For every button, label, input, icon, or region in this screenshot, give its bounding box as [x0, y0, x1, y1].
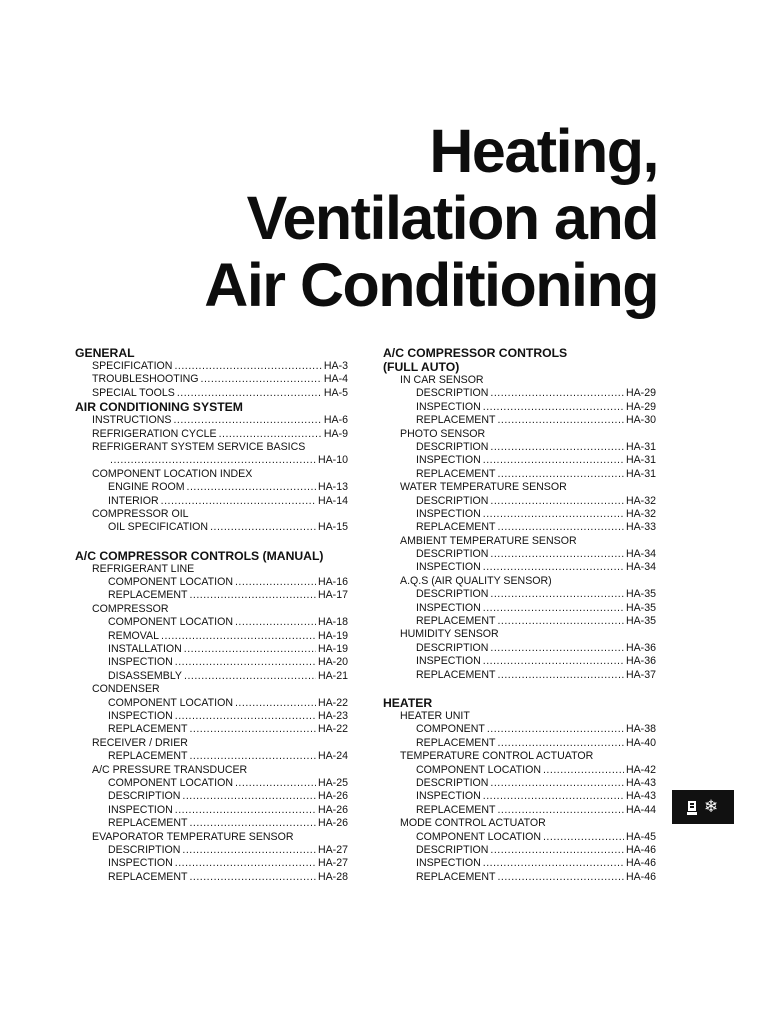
- toc-entry[interactable]: REPLACEMENT ..... HA-17: [75, 589, 348, 602]
- section-heading-heater: HEATER: [383, 695, 433, 710]
- toc-group-label: COMPRESSOR: [92, 602, 169, 615]
- toc-group-label: TEMPERATURE CONTROL ACTUATOR: [400, 750, 594, 763]
- toc-entry[interactable]: ENGINE ROOM ..... HA-13: [75, 481, 348, 494]
- section-heading-full-auto-2: (FULL AUTO): [383, 360, 460, 374]
- toc-entry[interactable]: REPLACEMENT ..... HA-37: [383, 669, 656, 682]
- toc-group-label: PHOTO SENSOR: [400, 427, 486, 440]
- toc-entry[interactable]: OIL SPECIFICATION ..... HA-15: [75, 521, 348, 534]
- toc-entry[interactable]: INSPECTION ..... HA-43: [383, 790, 656, 803]
- toc-entry[interactable]: INSPECTION ..... HA-31: [383, 454, 656, 467]
- toc-entry[interactable]: REPLACEMENT ..... HA-26: [75, 817, 348, 830]
- toc-entry[interactable]: COMPONENT LOCATION ..... HA-42: [383, 764, 656, 777]
- toc-entry[interactable]: REFRIGERATION CYCLE ..... HA-9: [75, 428, 348, 441]
- toc-entry[interactable]: COMPONENT LOCATION ..... HA-18: [75, 616, 348, 629]
- chapter-tab[interactable]: [672, 790, 734, 824]
- toc-entry[interactable]: DISASSEMBLY ..... HA-21: [75, 670, 348, 683]
- toc-entry[interactable]: REPLACEMENT ..... HA-33: [383, 521, 656, 534]
- toc-entry[interactable]: REPLACEMENT ..... HA-30: [383, 414, 656, 427]
- thermometer-icon: [687, 801, 701, 815]
- toc-group-label: COMPONENT LOCATION INDEX: [92, 467, 253, 480]
- toc-group-label: A/C PRESSURE TRANSDUCER: [92, 763, 248, 776]
- toc-entry[interactable]: DESCRIPTION ..... HA-31: [383, 441, 656, 454]
- toc-entry[interactable]: REPLACEMENT ..... HA-24: [75, 750, 348, 763]
- toc-entry-continuation[interactable]: ..... HA-10: [75, 454, 348, 467]
- toc-group-label: EVAPORATOR TEMPERATURE SENSOR: [92, 830, 294, 843]
- toc-group-label: COMPRESSOR OIL: [92, 507, 189, 520]
- toc-entry[interactable]: DESCRIPTION ..... HA-32: [383, 495, 656, 508]
- toc-entry[interactable]: COMPONENT ..... HA-38: [383, 723, 656, 736]
- toc-group-label: HEATER UNIT: [400, 709, 470, 722]
- section-heading-manual: A/C COMPRESSOR CONTROLS (MANUAL): [75, 548, 324, 563]
- toc-entry[interactable]: DESCRIPTION ..... HA-36: [383, 642, 656, 655]
- toc-entry[interactable]: TROUBLESHOOTING ..... HA-4: [75, 373, 348, 386]
- toc-group-label: MODE CONTROL ACTUATOR: [400, 817, 546, 830]
- toc-group-label: A.Q.S (AIR QUALITY SENSOR): [400, 574, 552, 587]
- toc-group-label: HUMIDITY SENSOR: [400, 628, 499, 641]
- toc-entry[interactable]: REMOVAL ..... HA-19: [75, 630, 348, 643]
- toc-entry[interactable]: REPLACEMENT ..... HA-40: [383, 737, 656, 750]
- toc-entry[interactable]: COMPONENT LOCATION ..... HA-45: [383, 831, 656, 844]
- toc-group-label: IN CAR SENSOR: [400, 374, 484, 386]
- toc-entry[interactable]: SPECIFICATION ..... HA-3: [75, 360, 348, 373]
- title-line-2: Ventilation and: [246, 184, 658, 252]
- toc-entry[interactable]: COMPONENT LOCATION ..... HA-25: [75, 777, 348, 790]
- chapter-title: [204, 118, 658, 319]
- toc-entry[interactable]: DESCRIPTION ..... HA-29: [383, 387, 656, 400]
- section-heading-ac-system: AIR CONDITIONING SYSTEM: [75, 400, 243, 415]
- toc-entry[interactable]: REPLACEMENT ..... HA-28: [75, 871, 348, 884]
- toc-entry[interactable]: INSPECTION ..... HA-32: [383, 508, 656, 521]
- toc-entry[interactable]: INSTRUCTIONS ..... HA-6: [75, 414, 348, 427]
- toc-entry[interactable]: INSPECTION ..... HA-20: [75, 656, 348, 669]
- toc-group-label: RECEIVER / DRIER: [92, 736, 188, 749]
- toc-entry[interactable]: INSPECTION ..... HA-23: [75, 710, 348, 723]
- toc-group-label: REFRIGERANT LINE: [92, 562, 195, 575]
- toc-group-label: CONDENSER: [92, 683, 160, 696]
- toc-entry[interactable]: REPLACEMENT ..... HA-46: [383, 871, 656, 884]
- toc-right-column: [383, 346, 656, 884]
- section-heading-full-auto-1: A/C COMPRESSOR CONTROLS: [383, 346, 568, 360]
- snowflake-icon: ❄: [704, 797, 719, 817]
- toc-entry[interactable]: REPLACEMENT ..... HA-44: [383, 804, 656, 817]
- toc-entry[interactable]: INSPECTION ..... HA-27: [75, 857, 348, 870]
- toc-entry[interactable]: INSTALLATION ..... HA-19: [75, 643, 348, 656]
- section-heading-general: GENERAL: [75, 346, 135, 360]
- toc-entry[interactable]: INSPECTION ..... HA-46: [383, 857, 656, 870]
- toc-entry[interactable]: INSPECTION ..... HA-35: [383, 602, 656, 615]
- title-line-3: Air Conditioning: [204, 251, 658, 319]
- toc-group-label: WATER TEMPERATURE SENSOR: [400, 481, 567, 494]
- toc-entry[interactable]: COMPONENT LOCATION ..... HA-16: [75, 576, 348, 589]
- toc-entry-label[interactable]: REFRIGERANT SYSTEM SERVICE BASICS: [92, 440, 306, 453]
- toc-entry[interactable]: INSPECTION ..... HA-29: [383, 401, 656, 414]
- toc-entry[interactable]: DESCRIPTION ..... HA-46: [383, 844, 656, 857]
- toc-entry[interactable]: DESCRIPTION ..... HA-34: [383, 548, 656, 561]
- toc-entry[interactable]: INSPECTION ..... HA-34: [383, 561, 656, 574]
- toc-entry[interactable]: DESCRIPTION ..... HA-26: [75, 790, 348, 803]
- toc-entry[interactable]: DESCRIPTION ..... HA-27: [75, 844, 348, 857]
- toc-entry[interactable]: COMPONENT LOCATION ..... HA-22: [75, 697, 348, 710]
- toc-entry[interactable]: INSPECTION ..... HA-36: [383, 655, 656, 668]
- toc-entry[interactable]: DESCRIPTION ..... HA-43: [383, 777, 656, 790]
- toc-entry[interactable]: INTERIOR ..... HA-14: [75, 495, 348, 508]
- toc-entry[interactable]: REPLACEMENT ..... HA-22: [75, 723, 348, 736]
- toc-entry[interactable]: INSPECTION ..... HA-26: [75, 804, 348, 817]
- toc-left-column: [75, 346, 348, 884]
- toc-entry[interactable]: REPLACEMENT ..... HA-35: [383, 615, 656, 628]
- toc-entry[interactable]: REPLACEMENT ..... HA-31: [383, 468, 656, 481]
- title-line-1: Heating,: [429, 117, 658, 185]
- toc-entry[interactable]: SPECIAL TOOLS ..... HA-5: [75, 387, 348, 400]
- toc-group-label: AMBIENT TEMPERATURE SENSOR: [400, 534, 577, 547]
- toc-entry[interactable]: DESCRIPTION ..... HA-35: [383, 588, 656, 601]
